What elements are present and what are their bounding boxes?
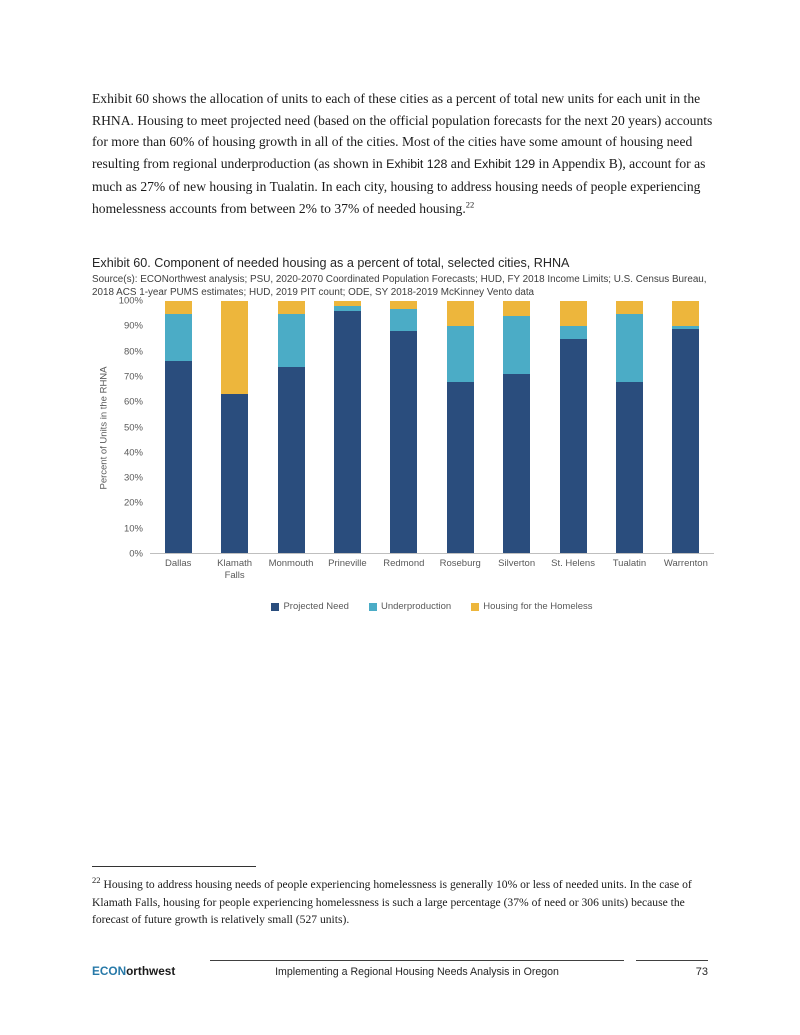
bar-segment-projected-need: [672, 329, 699, 553]
y-tick-label: 30%: [123, 472, 143, 484]
bar-segment-projected-need: [503, 374, 530, 553]
bar-segment-housing-for-the-homeless: [503, 301, 530, 316]
footnote-marker: 22: [92, 875, 101, 886]
bar-segment-housing-for-the-homeless: [447, 301, 474, 326]
legend-label: Housing for the Homeless: [483, 601, 593, 612]
legend-item: [471, 601, 592, 612]
y-tick-label: 10%: [123, 523, 143, 535]
footer-brand-secondary: orthwest: [126, 964, 176, 978]
legend-label: Projected Need: [283, 601, 349, 612]
footer-page-number: 73: [636, 960, 708, 978]
bar-segment-underproduction: [278, 314, 305, 367]
footnote-divider: [92, 866, 256, 867]
y-axis-title-text: Percent of Units in the RHNA: [98, 365, 110, 490]
bar-segment-underproduction: [165, 314, 192, 362]
bar-segment-projected-need: [221, 394, 248, 553]
bar-column: [545, 301, 601, 553]
bar-segment-projected-need: [334, 311, 361, 553]
bar-segment-housing-for-the-homeless: [672, 301, 699, 326]
bar-column: [206, 301, 262, 553]
legend-swatch: [369, 603, 377, 611]
stacked-bar: [334, 301, 361, 553]
exhibit-source: Source(s): ECONorthwest analysis; PSU, 2020-2070 Coordinated Population Forecasts; HUD, FY 2018 Income Limits; U.S. Census Bureau, 2018 ACS 1-year PUMS estimates; HUD, 2019 PIT count; ODE, SY 2018-2019 McKinney Vento data: [92, 274, 707, 298]
legend-item: [369, 601, 451, 612]
chart-main-area: [96, 295, 714, 560]
y-tick-label: 50%: [123, 422, 143, 433]
footnote-body: Housing to address housing needs of people experiencing homelessness is generally 10% or less of needed units. In the case of Klamath Falls, housing for people experiencing homelessness is such a large percentage (37% of need or 306 units) because the forecast of future growth is relatively small (527 units).: [92, 878, 692, 927]
bar-segment-housing-for-the-homeless: [616, 301, 643, 314]
y-tick-label: 100%: [118, 295, 143, 307]
legend-label: Underproduction: [380, 601, 452, 612]
x-axis-label: Monmouth: [268, 558, 314, 569]
x-axis-label: Tualatin: [612, 558, 647, 569]
y-tick-label: 70%: [123, 371, 143, 383]
legend-swatch: [271, 603, 279, 611]
footer-brand-primary: ECON: [92, 964, 127, 978]
bar-column: [601, 301, 657, 553]
bar-segment-housing-for-the-homeless: [390, 301, 417, 309]
stacked-bar: [672, 301, 699, 553]
y-tick-label: 0%: [129, 548, 143, 560]
stacked-bar: [278, 301, 305, 553]
bar-segment-underproduction: [616, 314, 643, 382]
footer-brand: [92, 960, 210, 978]
y-tick-label: 20%: [123, 497, 143, 509]
bar-segment-underproduction: [503, 316, 530, 374]
bar-segment-projected-need: [278, 367, 305, 553]
stacked-bar: [503, 301, 530, 553]
bar-segment-projected-need: [447, 382, 474, 553]
x-axis-labels: [150, 558, 714, 581]
y-axis-ticks: [112, 295, 150, 560]
x-axis-label: St. Helens: [551, 558, 595, 569]
bar-segment-projected-need: [560, 339, 587, 553]
body-text-segment: Exhibit 60 shows the allocation of units to each of these cities as a percent of total new units for each unit in the RHNA. Housing to meet projected need (based on the official population forecasts for the next 20 years) accounts for more than 60% of housing growth in all of the cities. Most of the cities have some amount of housing need resulting from regional underproduction (as shown in: [92, 91, 713, 172]
exhibit-chart: [96, 295, 714, 612]
footer-title: Implementing a Regional Housing Needs Analysis in Oregon: [210, 960, 624, 978]
footnote-reference: 22: [465, 198, 475, 209]
bar-segment-housing-for-the-homeless: [221, 301, 248, 394]
bar-segment-projected-need: [390, 331, 417, 553]
bar-column: [319, 301, 375, 553]
page-footer: [92, 960, 708, 978]
stacked-bar: [447, 301, 474, 553]
x-axis-label: Warrenton: [663, 558, 708, 569]
x-axis-label: Klamath Falls: [217, 558, 253, 581]
stacked-bar: [165, 301, 192, 553]
body-text-segment: Exhibit 128: [386, 157, 448, 172]
stacked-bar: [616, 301, 643, 553]
bar-segment-housing-for-the-homeless: [165, 301, 192, 314]
body-text-segment: Exhibit 129: [473, 157, 536, 172]
y-tick-label: 60%: [123, 396, 143, 408]
bar-column: [432, 301, 488, 553]
x-axis-label: Roseburg: [439, 558, 481, 569]
footnote-text: [92, 876, 720, 929]
bar-segment-housing-for-the-homeless: [560, 301, 587, 326]
y-tick-label: 40%: [123, 447, 143, 459]
bar-segment-projected-need: [616, 382, 643, 553]
chart-legend: [150, 601, 714, 612]
chart-plot: [150, 301, 714, 554]
stacked-bar: [390, 301, 417, 553]
x-axis-label: Silverton: [498, 558, 536, 569]
legend-item: [271, 601, 348, 612]
legend-swatch: [471, 603, 479, 611]
y-tick-label: 90%: [123, 320, 143, 332]
body-text-segment: in Appendix B), account for as much as 27% of new housing in Tualatin. In each city, housing to address housing needs of people experiencing homelessness accounts from between 2% to 37% of needed housing.: [92, 156, 706, 216]
body-text-segment: and: [447, 156, 474, 172]
bar-column: [658, 301, 714, 553]
bar-segment-underproduction: [560, 326, 587, 339]
bar-column: [263, 301, 319, 553]
body-paragraph: [92, 88, 718, 219]
y-tick-label: 80%: [123, 346, 143, 358]
bar-segment-underproduction: [447, 326, 474, 381]
bar-column: [376, 301, 432, 553]
bar-column: [488, 301, 544, 553]
bar-segment-projected-need: [165, 361, 192, 553]
exhibit-title: Exhibit 60. Component of needed housing as a percent of total, selected cities, RHNA: [92, 256, 570, 270]
x-axis-label: Redmond: [383, 558, 425, 569]
bar-segment-housing-for-the-homeless: [278, 301, 305, 314]
bar-segment-underproduction: [390, 309, 417, 332]
bar-column: [150, 301, 206, 553]
x-axis-label: Dallas: [165, 558, 192, 569]
x-axis-label: Prineville: [328, 558, 367, 569]
stacked-bar: [221, 301, 248, 553]
stacked-bar: [560, 301, 587, 553]
y-axis-title: [96, 301, 112, 554]
